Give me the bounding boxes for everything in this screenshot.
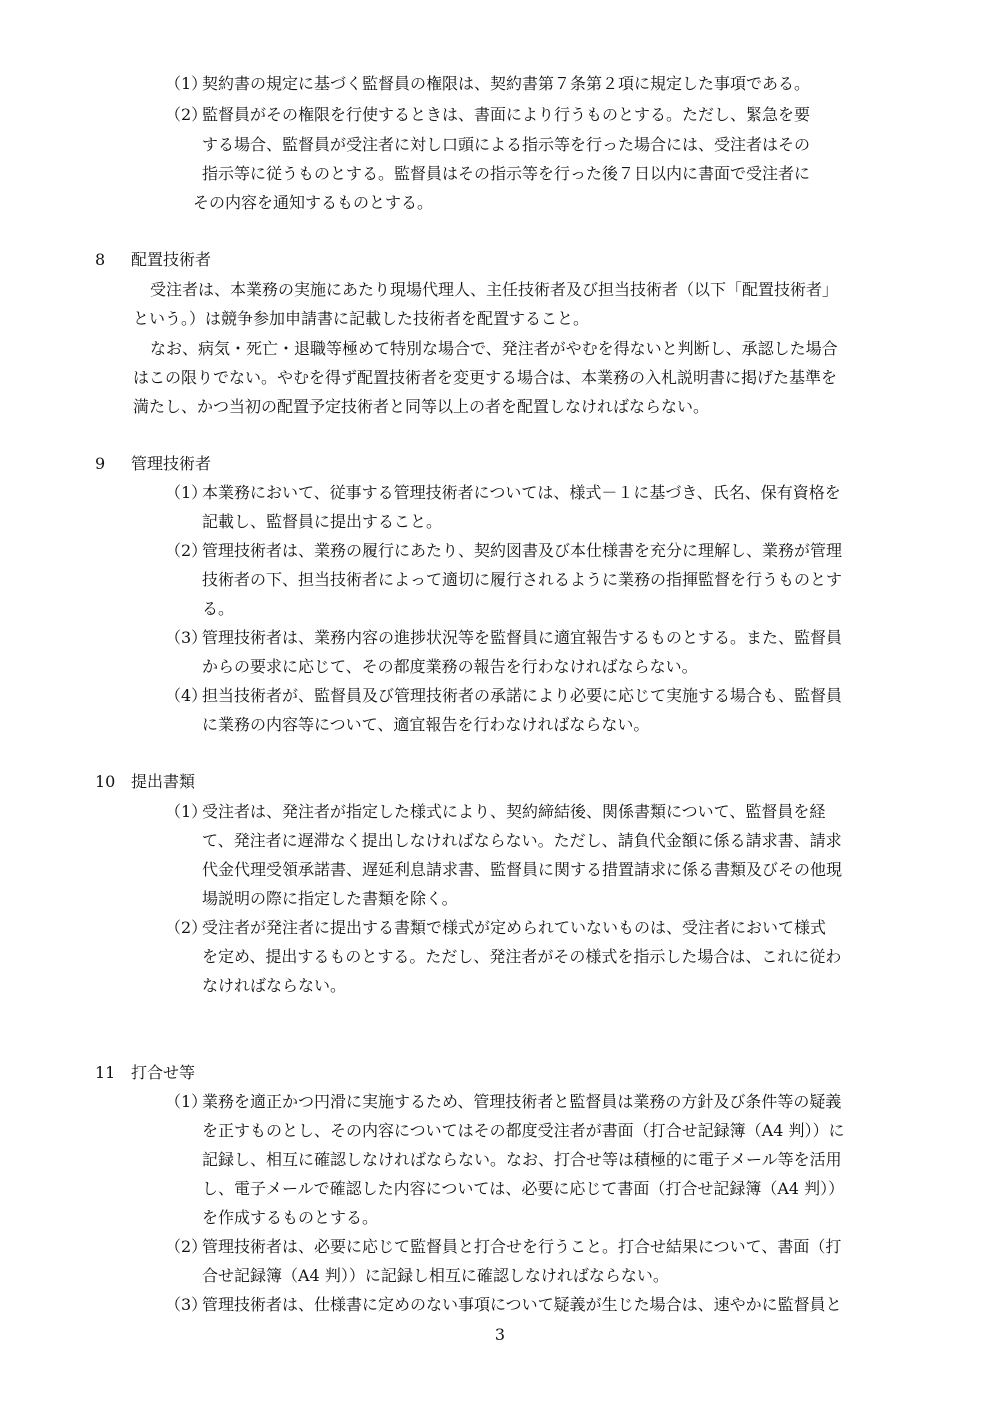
section10-item-2-line-1: 受注者が発注者に提出する書類で様式が定められていないものは、受注者において様式 — [202, 918, 827, 937]
section9-number: 9 — [95, 454, 106, 473]
section9-item-1-line-1: 本業務において、従事する管理技術者については、様式－１に基づき、氏名、保有資格を — [202, 483, 841, 502]
section9-item-2-line-1: 管理技術者は、業務の履行にあたり、契約図書及び本仕様書を充分に理解し、業務が管理 — [202, 541, 843, 560]
section7-item-2-label: （2） — [165, 105, 208, 124]
section7-item-1-line-1: 契約書の規定に基づく監督員の権限は、契約書第７条第２項に規定した事項である。 — [202, 74, 811, 93]
section11-item-2-line-2: 合せ記録簿（A4 判））に記録し相互に確認しなければならない。 — [202, 1266, 669, 1285]
section8-para2-line2: はこの限りでない。やむを得ず配置技術者を変更する場合は、本業務の入札説明書に掲げた基準を — [133, 368, 838, 387]
section10-item-2-line-2: を定め、提出するものとする。ただし、発注者がその様式を指示した場合は、これに従わ — [202, 947, 842, 966]
section8-para1-line1: 受注者は、本業務の実施にあたり現場代理人、主任技術者及び担当技術者（以下「配置技術者」 — [150, 280, 839, 299]
section9-item-1-label: （1） — [165, 483, 208, 502]
section11-number: 11 — [95, 1063, 116, 1082]
section8-heading — [95, 250, 211, 270]
section11-item-3-label: （3） — [165, 1295, 208, 1314]
section8-para1-line2: という。）は競争参加申請書に記載した技術者を配置すること。 — [133, 309, 590, 328]
section10-item-2-label: （2） — [165, 918, 208, 937]
section8-para2-line3: 満たし、かつ当初の配置予定技術者と同等以上の者を配置しなければならない。 — [133, 397, 710, 416]
section9-item-1-line-2: 記載し、監督員に提出すること。 — [202, 512, 443, 531]
section11-item-1-line-3: 記録し、相互に確認しなければならない。なお、打合せ等は積極的に電子メール等を活用 — [202, 1150, 842, 1169]
section9-item-4-line-1: 担当技術者が、監督員及び管理技術者の承諾により必要に応じて実施する場合も、監督員 — [202, 686, 843, 705]
section11-item-1-line-1: 業務を適正かつ円滑に実施するため、管理技術者と監督員は業務の方針及び条件等の疑義 — [202, 1092, 842, 1111]
section11-item-2-line-1: 管理技術者は、必要に応じて監督員と打合せを行うこと。打合せ結果について、書面（打 — [202, 1237, 842, 1256]
section11-item-3-line-1: 管理技術者は、仕様書に定めのない事項について疑義が生じた場合は、速やかに監督員と — [202, 1295, 842, 1314]
section10-item-1-line-3: 代金代理受領承諾書、遅延利息請求書、監督員に関する措置請求に係る書類及びその他現 — [202, 860, 843, 879]
section10-item-1-label: （1） — [165, 802, 208, 821]
section9-item-4-line-2: に業務の内容等について、適宜報告を行わなければならない。 — [202, 715, 650, 734]
section9-heading — [95, 454, 211, 474]
section8-number: 8 — [95, 250, 106, 269]
section10-title: 提出書類 — [131, 772, 196, 791]
section9-item-2-line-3: る。 — [202, 599, 235, 618]
section9-item-2-line-2: 技術者の下、担当技術者によって適切に履行されるように業務の指揮監督を行うものとす — [202, 570, 843, 589]
section8-para2-line1: なお、病気・死亡・退職等極めて特別な場合で、発注者がやむを得ないと判断し、承認した場合 — [150, 339, 838, 358]
section7-item-2-line-1: 監督員がその権限を行使するときは、書面により行うものとする。ただし、緊急を要 — [202, 105, 811, 124]
section11-item-1-line-4: し、電子メールで確認した内容については、必要に応じて書面（打合せ記録簿（A4 判）） — [202, 1179, 845, 1198]
section9-item-3-label: （3） — [165, 628, 208, 647]
section10-item-1-line-2: て、発注者に遅滞なく提出しなければならない。ただし、請負代金額に係る請求書、請求 — [202, 831, 842, 850]
section7-item-1-label: （1） — [165, 74, 208, 93]
section11-item-1-line-5: を作成するものとする。 — [202, 1208, 379, 1227]
section9-item-2-label: （2） — [165, 541, 208, 560]
section11-item-2-label: （2） — [165, 1237, 208, 1256]
section11-item-1-label: （1） — [165, 1092, 208, 1111]
section9-item-4-label: （4） — [165, 686, 208, 705]
section8-title: 配置技術者 — [131, 250, 212, 269]
section10-number: 10 — [95, 772, 116, 791]
section9-item-3-line-2: からの要求に応じて、その都度業務の報告を行わなければならない。 — [202, 657, 698, 676]
section9-title: 管理技術者 — [131, 454, 212, 473]
section7-item-2-line-2: する場合、監督員が受注者に対し口頭による指示等を行った場合には、受注者はその — [202, 135, 811, 154]
section11-title: 打合せ等 — [131, 1063, 196, 1082]
section7-item-2-line-4: その内容を通知するものとする。 — [193, 193, 434, 212]
page-number: 3 — [494, 1325, 506, 1344]
section10-item-1-line-4: 場説明の際に指定した書類を除く。 — [202, 889, 458, 908]
section7-item-2-line-3: 指示等に従うものとする。監督員はその指示等を行った後７日以内に書面で受注者に — [202, 164, 811, 183]
section11-item-1-line-2: を正すものとし、その内容についてはその都度受注者が書面（打合せ記録簿（A4 判））に — [202, 1121, 845, 1140]
section10-heading — [95, 772, 195, 792]
section9-item-3-line-1: 管理技術者は、業務内容の進捗状況等を監督員に適宜報告するものとする。また、監督員 — [202, 628, 843, 647]
section11-heading — [95, 1063, 195, 1083]
section10-item-2-line-3: なければならない。 — [202, 976, 347, 995]
section10-item-1-line-1: 受注者は、発注者が指定した様式により、契約締結後、関係書類について、監督員を経 — [202, 802, 826, 821]
